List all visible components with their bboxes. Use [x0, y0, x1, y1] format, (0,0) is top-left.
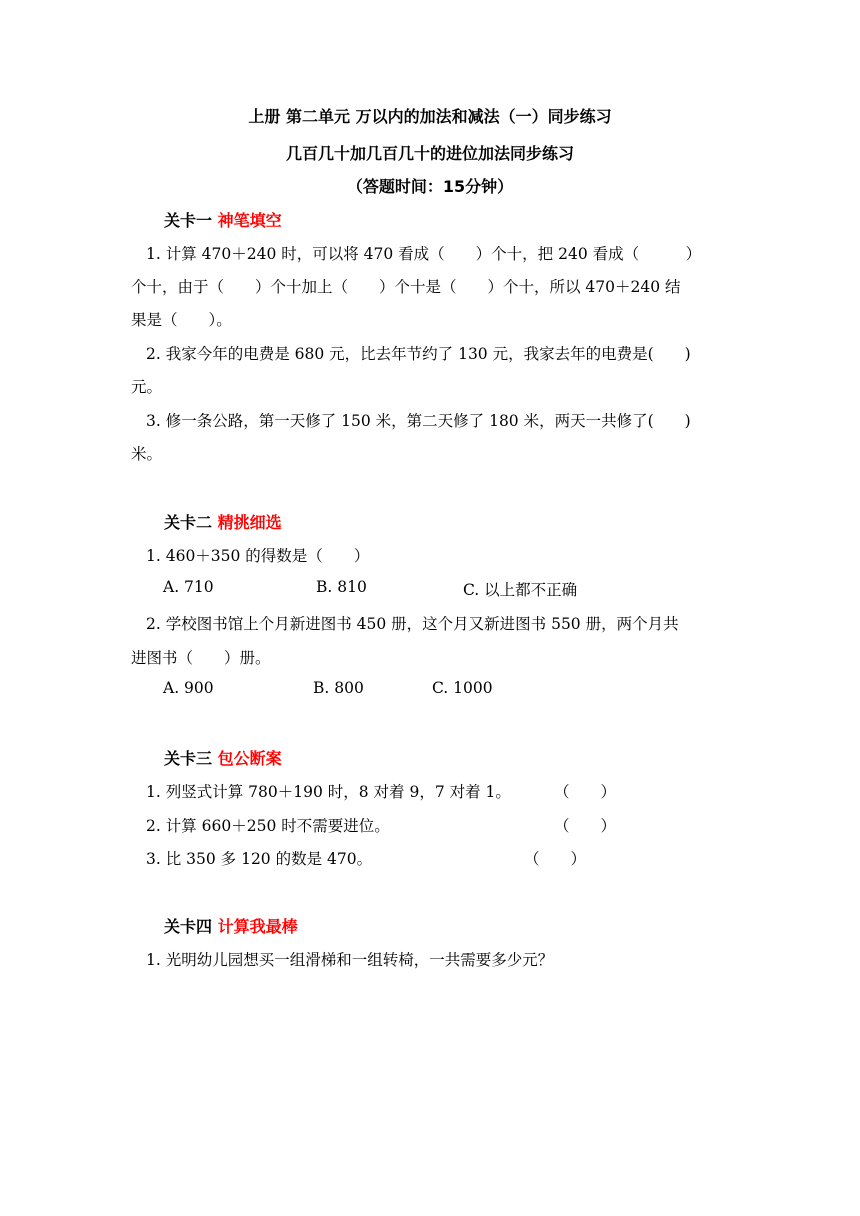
- s2-q2-option-c: C. 1000: [432, 679, 493, 697]
- worksheet-title: 上册 第二单元 万以内的加法和减法（一）同步练习: [248, 107, 612, 126]
- s1-q3-line2: 米。: [131, 445, 163, 463]
- section-2-heading: [164, 510, 282, 533]
- s2-q2-line2: 进图书（ ）册。: [131, 649, 271, 667]
- s4-q1: 1. 光明幼儿园想买一组滑梯和一组转椅，一共需要多少元？: [146, 951, 554, 969]
- s2-q1: 1. 460＋350 的得数是（ ）: [146, 547, 370, 565]
- s3-q3: 3. 比 350 多 120 的数是 470。: [146, 850, 373, 868]
- section-3-name: 包公断案: [217, 749, 282, 768]
- section-2-label: 关卡二: [164, 513, 213, 532]
- s1-q2-line1: 2. 我家今年的电费是 680 元，比去年节约了 130 元，我家去年的电费是( ): [146, 345, 691, 363]
- s1-q1-line3: 果是（ ）。: [131, 311, 232, 329]
- s1-q1-line2: 个十，由于（ ）个十加上（ ）个十是（ ）个十，所以 470＋240 结: [131, 278, 681, 296]
- section-4-heading: [164, 914, 298, 937]
- s3-q2-answer-blank: （ ）: [554, 817, 617, 835]
- s3-q1-answer-blank: （ ）: [554, 783, 617, 801]
- worksheet-subtitle: 几百几十加几百几十的进位加法同步练习: [285, 144, 574, 163]
- section-3-heading: [164, 746, 282, 769]
- s3-q2: 2. 计算 660＋250 时不需要进位。: [146, 817, 390, 835]
- section-1-heading: [164, 208, 282, 231]
- s2-q2-option-b: B. 800: [313, 679, 364, 697]
- s1-q3-line1: 3. 修一条公路，第一天修了 150 米，第二天修了 180 米，两天一共修了( ): [146, 412, 691, 430]
- section-4-name: 计算我最棒: [217, 917, 298, 936]
- s1-q2-line2: 元。: [131, 378, 163, 396]
- section-2-name: 精挑细选: [217, 513, 282, 532]
- s2-q2-line1: 2. 学校图书馆上个月新进图书 450 册，这个月又新进图书 550 册，两个月共: [146, 615, 679, 633]
- section-4-label: 关卡四: [164, 917, 213, 936]
- s2-q1-option-b: B. 810: [316, 578, 367, 596]
- s2-q1-option-c: C. 以上都不正确: [463, 581, 578, 599]
- answer-time-note: （答题时间：15分钟）: [346, 177, 514, 196]
- s2-q1-option-a: A. 710: [163, 578, 214, 596]
- section-1-name: 神笔填空: [217, 211, 282, 230]
- s3-q1: 1. 列竖式计算 780＋190 时，8 对着 9，7 对着 1。: [146, 783, 511, 801]
- section-3-label: 关卡三: [164, 749, 213, 768]
- section-1-label: 关卡一: [164, 211, 213, 230]
- s2-q2-option-a: A. 900: [163, 679, 214, 697]
- s3-q3-answer-blank: （ ）: [524, 850, 587, 868]
- s1-q1-line1: 1. 计算 470＋240 时，可以将 470 看成（ ）个十，把 240 看成（ ）: [146, 245, 702, 263]
